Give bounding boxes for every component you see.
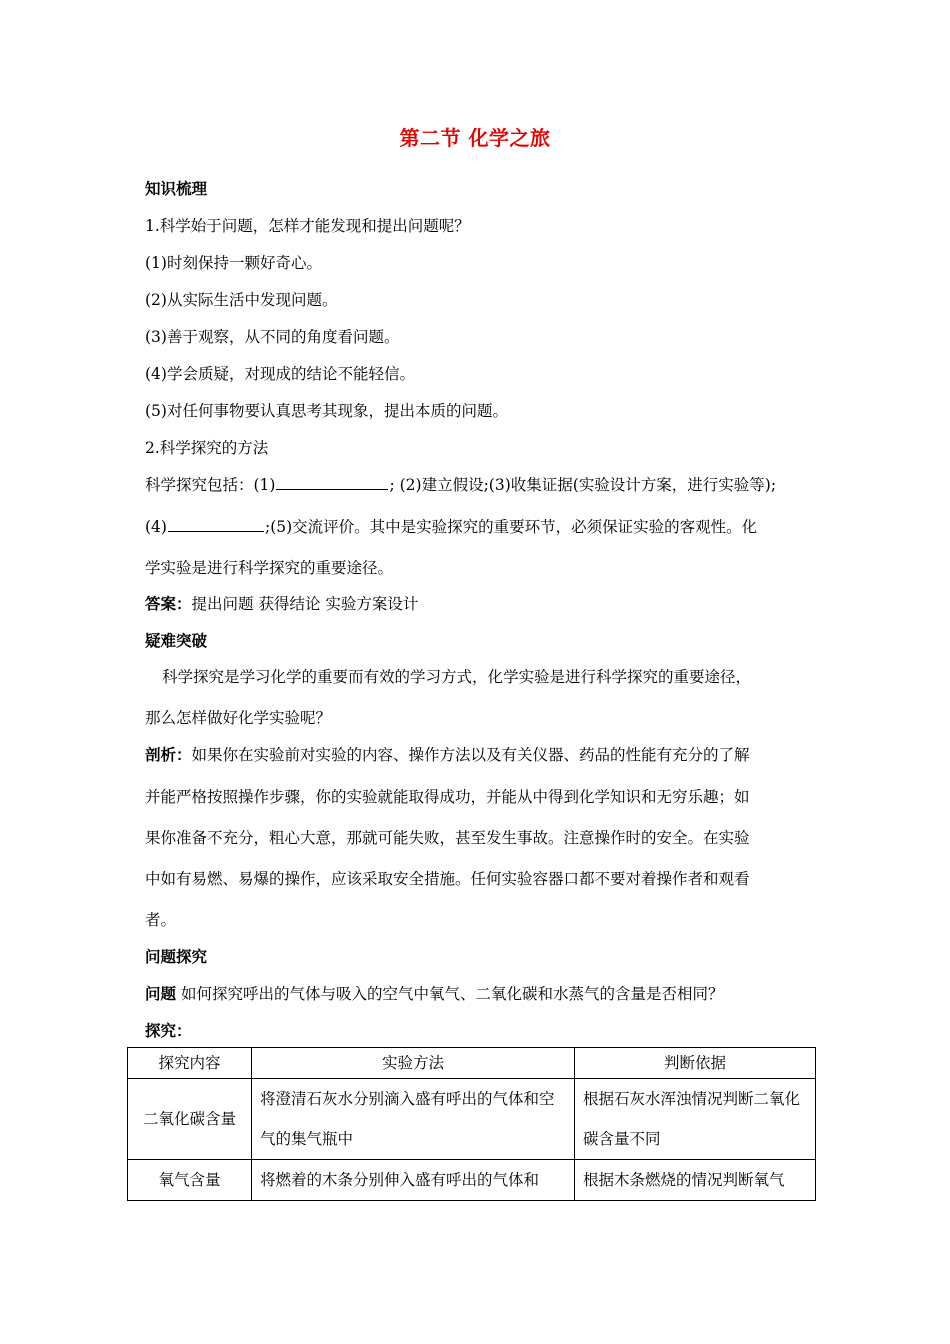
- analysis-line: 果你准备不充分，粗心大意，那就可能失败，甚至发生事故。注意操作时的安全。在实验: [145, 829, 750, 847]
- analysis-label: 剖析：: [145, 745, 192, 764]
- fill-line-a: [145, 474, 776, 496]
- table-cell-method: 将燃着的木条分别伸入盛有呼出的气体和: [252, 1160, 575, 1201]
- table-row: [128, 1079, 816, 1160]
- table-cell-method: 将澄清石灰水分别滴入盛有呼出的气体和空气的集气瓶中: [252, 1079, 575, 1160]
- table-header-row: [128, 1048, 816, 1079]
- page-title: 第二节 化学之旅: [399, 126, 551, 150]
- fill-a-prefix: 科学探究包括：(1): [145, 476, 276, 494]
- section-heading-inquiry: 问题探究: [145, 947, 208, 966]
- blank-field-2[interactable]: [168, 516, 264, 532]
- list-item: (3)善于观察，从不同的角度看问题。: [145, 328, 400, 346]
- fill-b-prefix: (4): [145, 518, 167, 536]
- answer-text: 提出问题 获得结论 实验方案设计: [191, 595, 419, 613]
- explore-label: 探究：: [145, 1021, 192, 1040]
- answer-label: 答案：: [145, 594, 192, 613]
- analysis-line: 并能严格按照操作步骤，你的实验就能取得成功，并能从中得到化学知识和无穷乐趣；如: [145, 788, 750, 806]
- table-cell-content: 二氧化碳含量: [128, 1079, 252, 1160]
- fill-b-suffix: ;(5)交流评价。其中是实验探究的重要环节，必须保证实验的客观性。化: [264, 518, 758, 536]
- list-item: (4)学会质疑，对现成的结论不能轻信。: [145, 365, 415, 383]
- analysis-line: [145, 744, 750, 766]
- table-header: 判断依据: [575, 1048, 816, 1079]
- table-cell-content: 氧气含量: [128, 1160, 252, 1201]
- section-heading-difficulty: 疑难突破: [145, 631, 208, 650]
- question-2: 2.科学探究的方法: [145, 439, 269, 457]
- question-line: [145, 983, 723, 1005]
- table-cell-basis: 根据石灰水浑浊情况判断二氧化碳含量不同: [575, 1079, 816, 1160]
- table-header: 探究内容: [128, 1048, 252, 1079]
- list-item: (5)对任何事物要认真思考其现象，提出本质的问题。: [145, 402, 508, 420]
- table-row: [128, 1160, 816, 1201]
- question-text: 如何探究呼出的气体与吸入的空气中氧气、二氧化碳和水蒸气的含量是否相同？: [176, 985, 724, 1003]
- fill-a-suffix: ; (2)建立假设;(3)收集证据(实验设计方案，进行实验等);: [389, 476, 777, 494]
- section-heading-knowledge: 知识梳理: [145, 179, 208, 198]
- table-header: 实验方法: [252, 1048, 575, 1079]
- analysis-line: 者。: [145, 911, 177, 929]
- fill-line-c: 学实验是进行科学探究的重要途径。: [145, 559, 394, 577]
- analysis-line: 中如有易燃、易爆的操作，应该采取安全措施。任何实验容器口都不要对着操作者和观看: [145, 870, 750, 888]
- list-item: (1)时刻保持一颗好奇心。: [145, 254, 322, 272]
- list-item: (2)从实际生活中发现问题。: [145, 291, 338, 309]
- paragraph-line: 那么怎样做好化学实验呢？: [145, 709, 332, 727]
- answer-line: [145, 593, 418, 615]
- question-1: 1.科学始于问题，怎样才能发现和提出问题呢？: [145, 217, 470, 235]
- analysis-text: 如果你在实验前对实验的内容、操作方法以及有关仪器、药品的性能有充分的了解: [191, 746, 750, 764]
- question-label: 问题: [145, 984, 177, 1003]
- table-cell-basis: 根据木条燃烧的情况判断氧气: [575, 1160, 816, 1201]
- fill-line-b: [145, 516, 757, 538]
- inquiry-table: [127, 1047, 816, 1201]
- blank-field-1[interactable]: [276, 474, 388, 490]
- paragraph-line: 科学探究是学习化学的重要而有效的学习方式，化学实验是进行科学探究的重要途径，: [162, 668, 752, 686]
